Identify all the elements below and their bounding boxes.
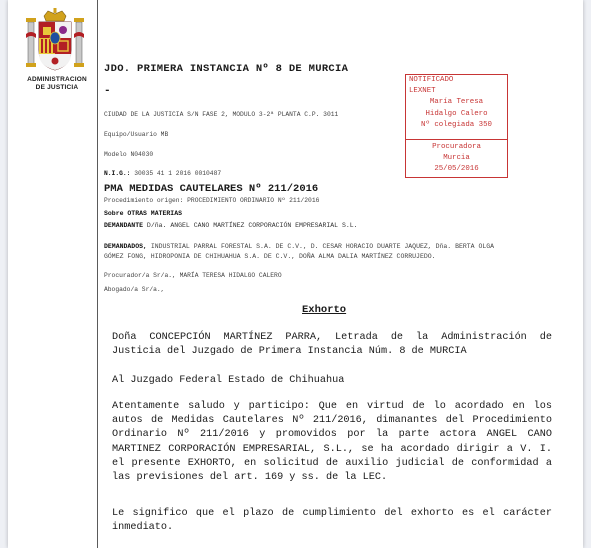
margin-line	[97, 0, 98, 548]
demandados-value: INDUSTRIAL PARRAL FORESTAL S.A. DE C.V., D. CESAR HORACIO DUARTE JAQUEZ, Dña. BERTA OLGA GÓMEZ FONG, HIDROPONIA DE CHIHUAHUA S.A. DE C.V., DOÑA ALMA DALIA MARTÍNEZ CORRUJEDO.	[104, 243, 495, 260]
stamp-name-1: María Teresa	[429, 98, 484, 107]
exhorto-title: Exhorto	[302, 304, 347, 316]
paragraph-recipient: Al Juzgado Federal Estado de Chihuahua	[112, 375, 345, 386]
dash-marker: -	[104, 85, 111, 97]
stamp-name-2: Hidalgo Calero	[425, 109, 488, 118]
equipo-usuario: Equipo/Usuario MB	[104, 131, 169, 138]
materia	[104, 210, 182, 217]
stamp-city: Murcia	[443, 154, 470, 163]
coat-of-arms-spain-icon	[24, 8, 86, 74]
demandante-label: DEMANDANTE	[104, 222, 144, 229]
court-name: JDO. PRIMERA INSTANCIA Nº 8 DE MURCIA	[104, 63, 349, 75]
demandante	[104, 222, 358, 229]
court-address: CIUDAD DE LA JUSTICIA S/N FASE 2, MODULO 3-2ª PLANTA C.P. 3011	[104, 111, 339, 118]
abogado: Abogado/a Sr/a.,	[104, 286, 165, 293]
stamp-lexnet: LEXNET	[409, 87, 436, 96]
nig-value: 30035 41 1 2016 0010487	[130, 170, 222, 177]
stamp-role: Procuradora	[432, 143, 481, 151]
case-title: PMA MEDIDAS CAUTELARES Nº 211/2016	[104, 183, 319, 195]
paragraph-main: Atentamente saludo y participo: Que en virtud de lo acordado en los autos de Medidas Cautelares Nº 211/2016, dimanantes del Procedimiento Ordinario Nº 211/2016 y promovidos por la parte actora ANGEL CANO MARTINEZ CORPORACIÓN EMPRESARIAL, S.L., se ha acordado dirigir a V. I. el presente EXHORTO, en solicitud de auxilio judicial de conformidad a las previsiones del art. 169 y ss. de la LEC.	[112, 401, 552, 484]
modelo-code: Modelo N04030	[104, 151, 154, 158]
admin-justicia-label	[18, 76, 96, 92]
procedimiento-origen: Procedimiento origen: PROCEDIMIENTO ORDINARIO Nº 211/2016	[104, 197, 320, 204]
demandante-value: D/ña. ANGEL CANO MARTÍNEZ CORPORACIÓN EMPRESARIAL S.L.	[143, 222, 358, 229]
stamp-divider	[406, 139, 507, 140]
notification-stamp	[405, 74, 508, 178]
paragraph-letrada: Doña CONCEPCIÓN MARTÍNEZ PARRA, Letrada de la Administración de Justicia del Juzgado de Primera Instancia Núm. 8 de MURCIA	[112, 332, 552, 358]
nig-label: N.I.G.:	[104, 170, 131, 177]
procurador: Procurador/a Sr/a., MARÍA TERESA HIDALGO CALERO	[104, 272, 282, 279]
admin-line-1: ADMINISTRACION	[27, 76, 87, 83]
document-page	[8, 0, 583, 548]
nig-line	[104, 170, 221, 177]
materia-text: Sobre OTRAS MATERIAS	[104, 210, 183, 217]
stamp-colegiada: Nº colegiada 350	[421, 120, 492, 129]
paragraph-plazo: Le significo que el plazo de cumplimiento del exhorto es el carácter inmediato.	[112, 508, 552, 534]
demandados	[104, 242, 504, 261]
stamp-date: 25/05/2016	[434, 165, 479, 174]
demandados-label: DEMANDADOS,	[104, 243, 147, 250]
admin-line-2: DE JUSTICIA	[35, 84, 79, 91]
stamp-notificado: NOTIFICADO	[409, 76, 454, 84]
